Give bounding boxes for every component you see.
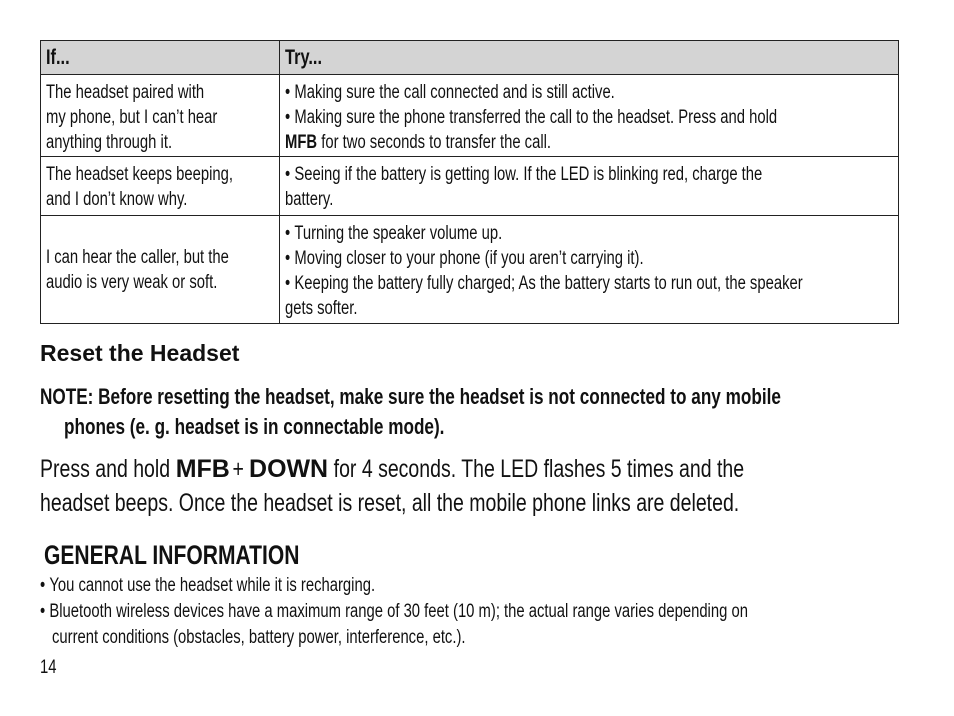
general-information-list (40, 573, 948, 651)
if-text: my phone, but I can’t hear (46, 107, 218, 128)
if-text: I can hear the caller, but the (46, 246, 229, 268)
if-text: and I don’t know why. (46, 189, 188, 210)
note-text: NOTE: Before resetting the headset, make sure the headset is not connected to any mobile (40, 384, 781, 409)
try-text: Seeing if the battery is getting low. If the LED is blinking red, charge the (294, 164, 763, 185)
if-text: anything through it. (46, 132, 173, 153)
table-row (41, 216, 899, 324)
bullet-icon: • (285, 248, 291, 269)
list-item: Bluetooth wireless devices have a maximum range of 30 feet (10 m); the actual range varies depending on (49, 601, 748, 622)
note-text: phones (e. g. headset is in connectable mode). (64, 414, 445, 439)
reset-instructions (40, 452, 943, 520)
if-cell (41, 75, 280, 157)
reset-note (40, 382, 954, 442)
bullet-icon: • (285, 82, 291, 103)
try-text: Making sure the phone transferred the call to the headset. Press and hold (294, 107, 778, 128)
reset-section-title: Reset the Headset (40, 340, 240, 366)
bullet-icon: • (285, 107, 291, 128)
if-text: The headset keeps beeping, (46, 164, 234, 185)
if-text: The headset paired with (46, 82, 205, 103)
if-cell (41, 157, 280, 216)
try-text: Turning the speaker volume up. (294, 223, 503, 244)
table-row (41, 157, 899, 216)
bullet-icon: • (285, 273, 291, 294)
instruction-text: for 4 seconds. The LED flashes 5 times and the (328, 455, 745, 483)
plus-sign: + (227, 455, 250, 483)
try-text: battery. (285, 189, 334, 210)
bullet-icon: • (285, 223, 291, 244)
instruction-text: Press and hold (40, 455, 176, 483)
if-text: audio is very weak or soft. (46, 271, 218, 293)
table-row (41, 75, 899, 157)
column-header-if: If... (41, 41, 280, 75)
bullet-icon: • (285, 164, 291, 185)
try-text: Keeping the battery fully charged; As the battery starts to run out, the speaker (294, 273, 803, 294)
bullet-icon: • (40, 575, 46, 596)
try-cell (280, 216, 899, 324)
general-information-title: GENERAL INFORMATION (44, 540, 300, 570)
mfb-key-label: MFB (175, 455, 230, 483)
try-text: gets softer. (285, 298, 358, 319)
try-text: Moving closer to your phone (if you aren’t carrying it). (294, 248, 644, 269)
page-number: 14 (40, 657, 57, 678)
if-cell (41, 216, 280, 324)
table-header-row (41, 41, 899, 75)
list-item: You cannot use the headset while it is recharging. (49, 575, 376, 596)
down-key-label: DOWN (249, 455, 329, 483)
mfb-key-label: MFB (285, 132, 318, 153)
list-item: current conditions (obstacles, battery power, interference, etc.). (52, 627, 466, 648)
try-text: Making sure the call connected and is still active. (294, 82, 615, 103)
column-header-try: Try... (280, 41, 899, 75)
try-cell (280, 75, 899, 157)
try-cell (280, 157, 899, 216)
try-text: for two seconds to transfer the call. (317, 132, 552, 153)
instruction-text: headset beeps. Once the headset is reset, all the mobile phone links are deleted. (40, 489, 740, 517)
bullet-icon: • (40, 601, 46, 622)
troubleshooting-table (40, 40, 899, 324)
